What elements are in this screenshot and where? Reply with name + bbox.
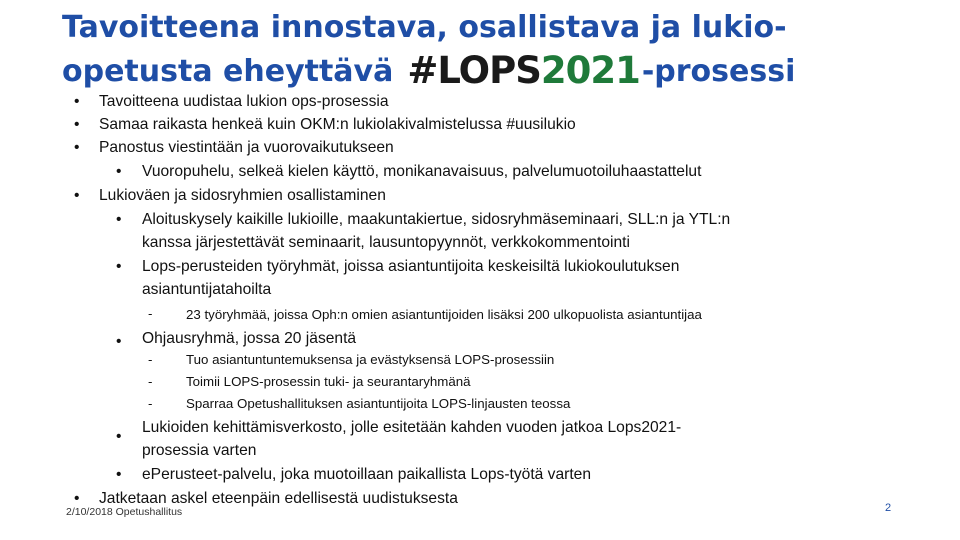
- slide-footer: 2/10/2018 Opetushallitus: [66, 506, 183, 518]
- bullet-marker: •: [116, 258, 122, 275]
- list-item: Sparraa Opetushallituksen asiantuntijoita LOPS-linjausten teossa: [186, 396, 571, 411]
- bullet-marker: •: [116, 428, 122, 445]
- list-item: Lops-perusteiden työryhmät, joissa asiantuntijoita keskeisiltä lukiokoulutuksen: [142, 258, 680, 275]
- title-line-2-end: -prosessi: [641, 54, 796, 89]
- slide-title: [62, 6, 942, 94]
- dash-marker: -: [148, 352, 153, 367]
- page-number: 2: [885, 502, 892, 514]
- list-item-continuation: prosessia varten: [142, 442, 257, 459]
- list-item: Lukioväen ja sidosryhmien osallistaminen: [99, 187, 386, 204]
- title-line-1: Tavoitteena innostava, osallistava ja lukio-: [62, 10, 787, 45]
- logo-hash-lops: #LOPS: [407, 49, 541, 92]
- list-item: ePerusteet-palvelu, joka muotoillaan paikallista Lops-työtä varten: [142, 466, 592, 483]
- bullet-marker: •: [74, 93, 80, 110]
- bullet-marker: •: [74, 116, 80, 133]
- dash-marker: -: [148, 396, 153, 411]
- dash-marker: -: [148, 306, 153, 321]
- list-item: Panostus viestintään ja vuorovaikutukseen: [99, 139, 394, 156]
- dash-marker: -: [148, 374, 153, 389]
- bullet-marker: •: [74, 490, 80, 507]
- list-item: Tuo asiantuntuntemuksensa ja evästyksensä LOPS-prosessiin: [186, 352, 555, 367]
- lops2021-logo: [407, 49, 640, 92]
- bullet-marker: •: [116, 211, 122, 228]
- logo-year: 2021: [540, 49, 640, 92]
- list-item: Lukioiden kehittämisverkosto, jolle esitetään kahden vuoden jatkoa Lops2021-: [142, 419, 682, 436]
- list-item: Aloituskysely kaikille lukioille, maakuntakiertue, sidosryhmäseminaari, SLL:n ja YTL:n: [142, 211, 731, 228]
- bullet-marker: •: [116, 163, 122, 180]
- list-item-continuation: kanssa järjestettävät seminaarit, lausuntopyynnöt, verkkokommentointi: [142, 234, 630, 251]
- list-item: Ohjausryhmä, jossa 20 jäsentä: [142, 330, 357, 347]
- list-item: Tavoitteena uudistaa lukion ops-prosessia: [99, 93, 389, 110]
- list-item: Toimii LOPS-prosessin tuki- ja seurantaryhmänä: [186, 374, 471, 389]
- list-item: Vuoropuhelu, selkeä kielen käyttö, monikanavaisuus, palvelumuotoiluhaastattelut: [142, 163, 702, 180]
- title-line-2: [62, 50, 942, 94]
- list-item-continuation: asiantuntijatahoilta: [142, 281, 272, 298]
- title-line-2-start: opetusta eheyttävä: [62, 54, 394, 89]
- bullet-marker: •: [116, 333, 122, 350]
- bullet-marker: •: [74, 187, 80, 204]
- bullet-marker: •: [74, 139, 80, 156]
- list-item: 23 työryhmää, joissa Oph:n omien asiantuntijoiden lisäksi 200 ulkopuolista asiantuntijaa: [186, 307, 702, 322]
- list-item: Jatketaan askel eteenpäin edellisestä uudistuksesta: [99, 490, 458, 507]
- list-item: Samaa raikasta henkeä kuin OKM:n lukiolakivalmistelussa #uusilukio: [99, 116, 576, 133]
- bullet-list: [0, 90, 960, 510]
- bullet-marker: •: [116, 466, 122, 483]
